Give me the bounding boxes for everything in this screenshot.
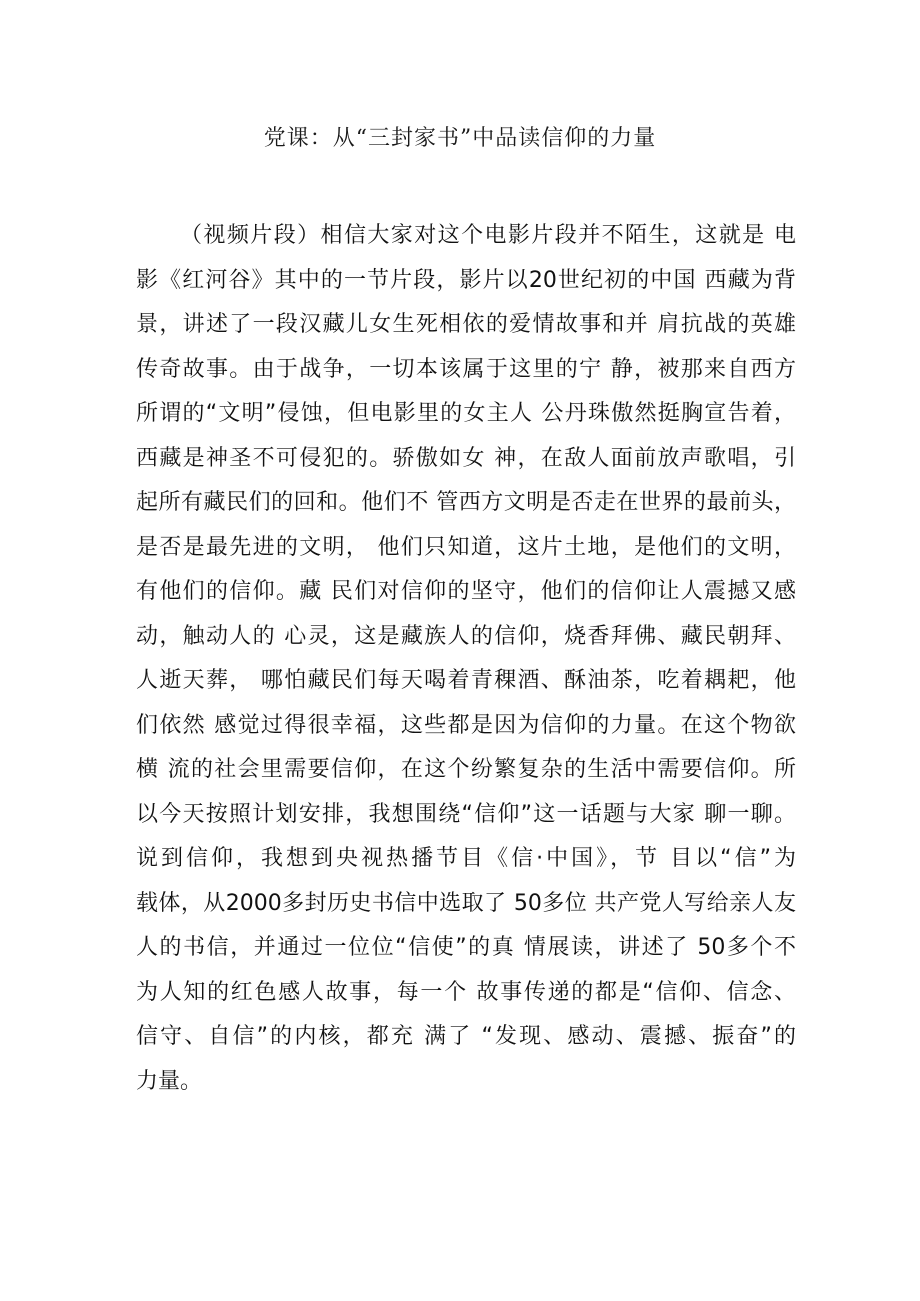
paragraph-line: 是否是最先进的文明， 他们只知道，这片土地，是他们的文明， bbox=[136, 534, 796, 560]
paragraph-line: 信守、自信”的内核，都充 满了 “发现、感动、震撼、振奋”的 bbox=[136, 1024, 796, 1049]
body-paragraph bbox=[136, 214, 796, 1104]
paragraph-line: 说到信仰，我想到央视热播节目《信·中国》，节 目以“信”为 bbox=[136, 846, 796, 871]
paragraph-line: 起所有藏民们的回和。他们不 管西方文明是否走在世界的最前头， bbox=[136, 490, 796, 515]
paragraph-line: 以今天按照计划安排，我想围绕“信仰”这一话题与大家 聊一聊。 bbox=[136, 801, 796, 827]
paragraph-line: 所谓的“文明”侵蚀，但电影里的女主人 公丹珠傲然挺胸宣告着， bbox=[136, 401, 796, 426]
paragraph-line: 力量。 bbox=[136, 1068, 203, 1094]
paragraph-line: 西藏是神圣不可侵犯的。骄傲如女 神，在敌人面前放声歌唱，引 bbox=[136, 445, 796, 471]
paragraph-line: 传奇故事。由于战争，一切本该属于这里的宁 静，被那来自西方 bbox=[136, 356, 796, 382]
document-title: 党课：从“三封家书”中品读信仰的力量 bbox=[263, 126, 657, 151]
paragraph-line: 横 流的社会里需要信仰，在这个纷繁复杂的生活中需要信仰。所 bbox=[136, 757, 796, 782]
paragraph-line: 景，讲述了一段汉藏儿女生死相依的爱情故事和并 肩抗战的英雄 bbox=[136, 312, 796, 337]
paragraph-line: 载体，从2000多封历史书信中选取了 50多位 共产党人写给亲人友 bbox=[136, 890, 796, 916]
paragraph-line: 们依然 感觉过得很幸福，这些都是因为信仰的力量。在这个物欲 bbox=[136, 712, 796, 738]
paragraph-line: 影《红河谷》其中的一节片段，影片以20世纪初的中国 西藏为背 bbox=[136, 267, 796, 293]
paragraph-line: 人的书信，并通过一位位“信使”的真 情展读，讲述了 50多个不 bbox=[136, 935, 796, 960]
paragraph-line: 动，触动人的 心灵，这是藏族人的信仰，烧香拜佛、藏民朝拜、 bbox=[136, 623, 796, 649]
paragraph-line: 人逝天葬， 哪怕藏民们每天喝着青稞酒、酥油茶，吃着耦耙，他 bbox=[136, 668, 796, 693]
paragraph-line: 有他们的信仰。藏 民们对信仰的坚守，他们的信仰让人震撼又感 bbox=[136, 579, 796, 604]
paragraph-line: 为人知的红色感人故事，每一个 故事传递的都是“信仰、信念、 bbox=[136, 979, 796, 1005]
paragraph-line: （视频片段）相信大家对这个电影片段并不陌生，这就是 电 bbox=[180, 223, 796, 248]
